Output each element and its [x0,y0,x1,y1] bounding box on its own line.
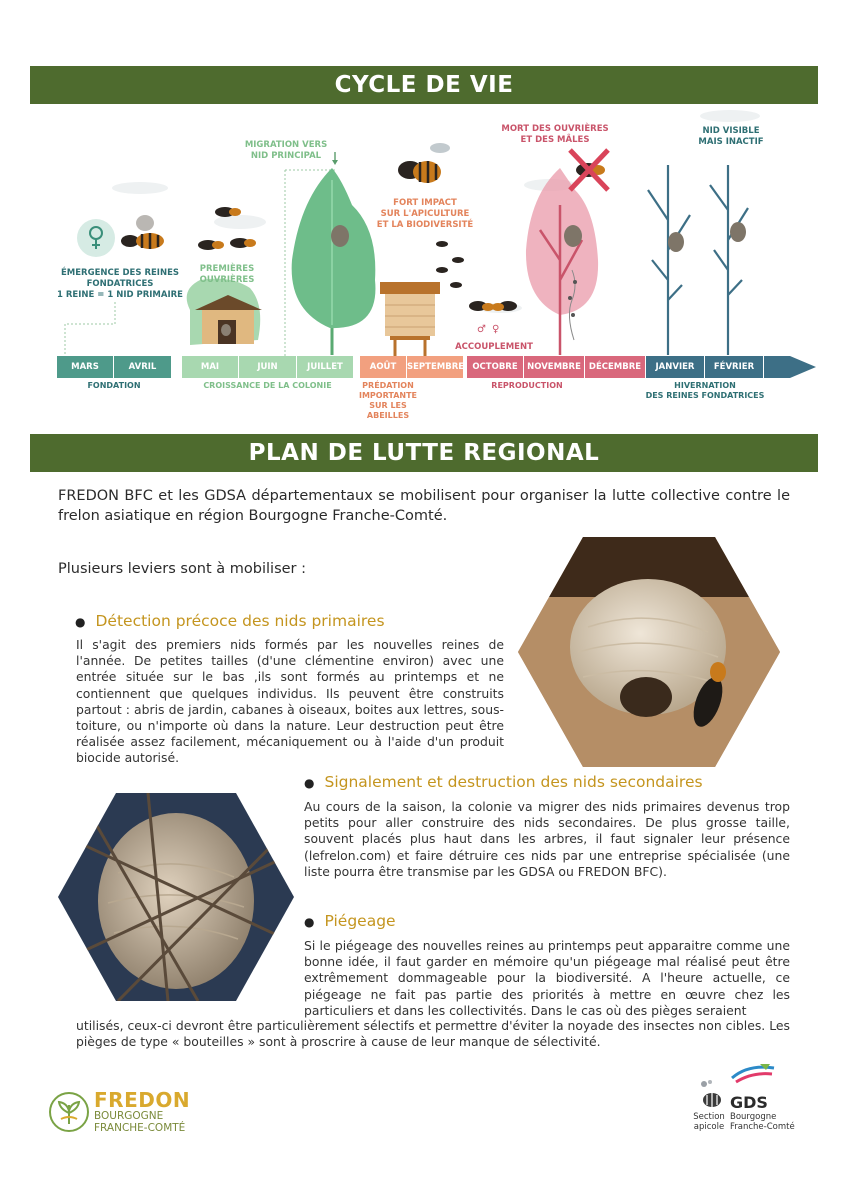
pink-tree-icon [526,168,598,355]
beehive-icon [380,282,440,356]
bare-tree-icon [648,165,748,355]
month-novembre: NOVEMBRE [524,356,584,378]
attacking-hornets [436,241,464,288]
fredon-leaf-icon [48,1091,90,1133]
accouplement-label: ACCOUPLEMENT [455,342,533,352]
section-piegeage-title: ● Piégeage [304,912,396,930]
phase-hivernation: HIVERNATION DES REINES FONDATRICES [645,381,765,400]
phase-predation: PRÉDATION IMPORTANTE SUR LES ABEILLES [358,381,418,420]
gds-section: Section apicole [693,1112,725,1132]
bee-icon [696,1078,726,1112]
primary-nest-photo [518,537,780,767]
fredon-logo [48,1088,228,1138]
female-symbol: ♀ [492,324,500,335]
bullet-icon: ● [75,615,86,629]
phase-croissance: CROISSANCE DE LA COLONIE [203,381,332,390]
gds-region: Bourgogne Franche-Comté [730,1112,795,1132]
lifecycle-infographic [30,110,818,420]
phase-reproduction: REPRODUCTION [491,381,563,390]
phase-fondation: FONDATION [87,381,141,390]
premieres-ouvrieres-label: PREMIÈRES OUVRIÈRES [199,264,255,285]
bullet-icon: ● [304,915,315,929]
emergence-label: ÉMERGENCE DES REINES FONDATRICES 1 REINE = 1 NID PRIMAIRE [56,268,183,300]
male-symbol: ♂ [477,324,486,335]
month-fevrier: FÉVRIER [705,356,763,378]
mort-label: MORT DES OUVRIÈRES ET DES MÂLES [501,124,609,145]
intro-paragraph: FREDON BFC et les GDSA départementaux se mobilisent pour organiser la lutte collective contre le frelon asiatique en région Bourgogne Franche-Comté. [58,488,790,524]
month-decembre: DÉCEMBRE [585,356,645,378]
month-avril: AVRIL [114,356,171,378]
inactive-nest-2 [730,222,746,242]
gds-swoosh-icon [730,1062,776,1084]
fredon-name: FREDON [94,1088,191,1112]
section-detection-text: Il s'agit des premiers nids formés par les nouvelles reines de l'année. De petites tailles (d'une clémentine environ) avec une entrée située sur le bas ,ils sont formés au printemps et ne contiennent que quelques individus. Ils peuvent être construits partout : abris de jardin, cabanes à oiseaux, boites aux lettres, sous-toiture, ou n'importe où dans la nature. Leur destruction peut être réalisée assez facilement, mécaniquement ou à l'aide d'un produit biocide autorisé. [76,637,504,766]
month-juin: JUIN [239,356,296,378]
month-septembre: SEPTEMBRE [407,356,463,378]
green-tree-icon [292,168,376,355]
section-piegeage-text-cont: utilisés, ceux-ci devront être particulièrement sélectifs et permettre d'éviter la noyade des insectes non cibles. Les pièges de type « bouteilles » sont à proscrire à cause de leur manque de sélectivité. [76,1018,790,1050]
month-mai: MAI [182,356,238,378]
migration-label: MIGRATION VERS NID PRINCIPAL [244,140,328,161]
plan-de-lutte-banner: PLAN DE LUTTE REGIONAL [30,434,818,472]
month-bar-tail [764,356,790,378]
venus-icon [77,219,115,257]
impact-hornet-icon [398,143,450,183]
section-signalement-text: Au cours de la saison, la colonie va migrer des nids primaires devenus trop petits pour aller construire des nids secondaires. De plus grosse taille, souvent placés plus haut dans les arbres, il faut signaler leur présence (lefrelon.com) et faire détruire ces nids par une entreprise spécialisée (une liste pourra être transmise par les GDSA ou FREDON BFC). [304,799,790,879]
timeline-arrow [790,356,816,378]
inactive-nest-1 [668,232,684,252]
levers-text: Plusieurs leviers sont à mobiliser : [58,561,307,577]
bullet-icon: ● [304,776,315,790]
cycle-de-vie-banner: CYCLE DE VIE [30,66,818,104]
impact-label: FORT IMPACT SUR L'APICULTURE ET LA BIODIVERSITÉ [376,198,474,230]
gds-name: GDS [730,1093,768,1112]
month-juillet: JUILLET [297,356,353,378]
month-janvier: JANVIER [646,356,704,378]
dead-hornet-icon [570,150,608,190]
secondary-nest-photo [58,793,294,1001]
section-piegeage-text: Si le piégeage des nouvelles reines au printemps peut apparaitre comme une bonne idée, il faut garder en mémoire qu'un piégeage mal réalisé peut être extrêmement dommageable pour la biodiversité. A l'heure actuelle, ce piégeage ne fait pas partie des priorités à mettre en œuvre chez les particuliers et dans les collectivités. Dans le cas où des pièges seraient [304,938,790,1018]
month-aout: AOÛT [360,356,406,378]
section-signalement-title: ● Signalement et destruction des nids secondaires [304,773,703,791]
queen-hornet-icon [121,215,164,249]
section-detection-title: ● Détection précoce des nids primaires [75,612,385,630]
fredon-region: BOURGOGNE FRANCHE-COMTÉ [94,1110,186,1134]
month-mars: MARS [57,356,113,378]
nid-visible-label: NID VISIBLE MAIS INACTIF [698,126,764,147]
gds-logo [692,1060,802,1140]
month-octobre: OCTOBRE [467,356,523,378]
